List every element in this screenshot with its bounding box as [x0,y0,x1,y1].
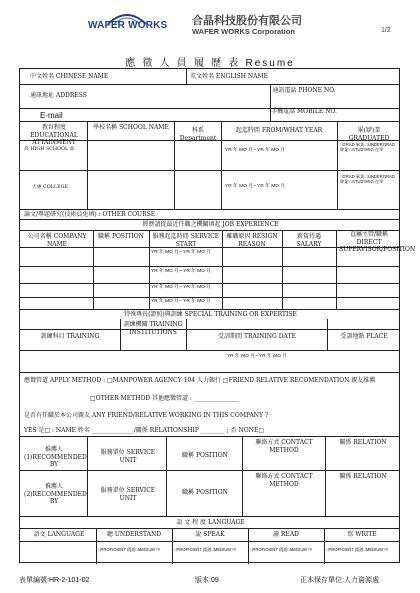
col-line [87,436,88,516]
understand-label: 聽 UNDERSTAND [106,531,162,538]
resume-form [19,68,416,563]
friend-yes-line[interactable]: YES 是□ : NAME 姓名 ______________/關係 RELATIONSHIP ________ ; 否 NONE□ [24,427,265,434]
row-line [20,283,399,284]
experience-period-1: YR 年 MO 月~ YR 年 MO 月 [151,250,212,255]
recommender-2-relation: 關係 RELATION [339,473,387,480]
col-line [324,528,325,564]
experience-period-4: YR 年 MO 月~ YR 年 MO 月 [151,299,212,304]
school-name-label: 學校名稱 SCHOOL NAME [93,124,169,131]
row-line [20,297,399,298]
write-label: 寫 WRITE [347,531,377,538]
training-date-label: 受訓期間 TRAINING DATE [218,333,296,340]
write-proficiency[interactable]: □PROFICIENT 精通□MEDIUM 中 [326,547,389,552]
col-line [172,528,173,564]
training-title: 特殊專長(證照)與訓練 SPECIAL TRAINING OR EXPERTISE [124,311,297,318]
language-label: 語文 LANGUAGE [33,531,85,538]
col-line [336,230,337,309]
row-line [20,372,399,373]
col-line [248,528,249,564]
row-line [20,108,399,109]
form-version: 版本:09 [195,577,219,584]
col-line [327,319,328,350]
row-line [20,266,399,267]
high-school-label: 高 HIGH SCHOOL 高 [24,147,75,152]
col-line [222,230,223,309]
recommender-2-label: 推薦人 (2)RECOMMENDED BY [24,483,87,505]
col-line [120,319,121,350]
college-status: □GRAD 畢業 □UNDERGRAD 肄業 □STUDYING 在學 [340,174,395,185]
training-place-label: 受訓地點 PLACE [340,333,388,340]
experience-period-3: YR 年 MO 月~ YR 年 MO 月 [151,285,212,290]
recommender-2-position: 職稱 POSITION [182,489,228,496]
row-line [20,350,399,351]
row-line [20,528,399,529]
col-line [325,436,326,516]
row-line [20,470,399,471]
understand-proficiency[interactable]: □PROFICIENT 精通□MEDIUM 中 [98,547,161,552]
row-line [20,170,399,171]
col-line [282,230,283,309]
form-number: 表單編號:HR-2-101-02 [19,577,90,584]
service-start-label: 服務起迄時間 SERVICE START [152,233,220,248]
col-line [174,121,175,209]
col-line [186,69,187,84]
phone-label: 通訊電話 PHONE NO. [272,87,336,94]
english-name-label: 英文姓名 ENGLISH NAME [190,73,269,80]
supervisor-label: 直屬主管/職稱 DIRECT SUPERVISOR/POSITION [339,231,416,253]
friend-question: 是否有任職於本公司親友 ANY FRIEND/RELATIVE WORKING IN THIS COMPANY ? [24,412,269,419]
company-logo [88,10,188,40]
col-line [96,528,97,564]
thesis-label: 論文/專題研究(技術員免填) : OTHER COURSE [24,211,156,218]
company-name-label: 公司名稱 COMPANY NAME [27,233,87,248]
mobile-label: 手機電話 MOBILE NO. [271,108,337,115]
form-title [0,54,420,69]
recommender-2-unit: 服務單位 SERVICE UNIT [100,487,156,502]
training-institution-label: 訓練機關 TRAINING INSTITUTIONS [123,321,183,336]
row-line [20,84,399,85]
college-period: YR 年 MO 月~ YR 年 MO 月 [225,184,286,189]
department-label: 科系 Department [179,127,217,142]
speak-label: 說 SPEAK [195,531,225,538]
graduated-label: 畢(肄)業 GRADUATED [348,127,390,142]
row-line [20,541,399,542]
chinese-name-label: 中文姓名 CHINESE NAME [30,73,109,80]
education-attainment-label: 教育程度 EDUCATIONAL ATTAINMENT [30,124,78,146]
col-line [166,436,167,516]
logo-text: WAFER WORKS [88,20,168,31]
address-label: 通訊地址 ADDRESS [30,92,87,99]
experience-title: 經歷請從最近任職之機關填起 JOB EXPERIENCE [142,221,279,228]
recommender-1-unit: 服務單位 SERVICE UNIT [100,449,156,464]
language-title: 語 文 程 度 LANGUAGE [176,519,245,526]
col-line [93,230,94,309]
row-line [20,436,399,437]
page-number: 1/2 [381,27,391,34]
recommender-1-label: 推薦人 (1)RECOMMENDED BY [24,446,87,468]
read-proficiency[interactable]: □PROFICIENT 精通□MEDIUM 中 [250,547,313,552]
experience-period-2: YR 年 MO 月~ YR 年 MO 月 [151,269,212,274]
resign-reason-label: 離職原因 RESIGN REASON [226,233,278,248]
high-school-period: YR 年 MO 月~ YR 年 MO 月 [225,148,286,153]
title-en: Resume [245,58,295,69]
recommender-1-position: 職稱 POSITION [182,452,228,459]
company-name-chinese: 合晶科技股份有限公司 [192,15,302,27]
apply-method[interactable]: 應徵管道 APPLY METHOD : □MANPOWER AGENCY 104 人力銀行 □FRIEND RELATIVE RECOMENDATION 親友推薦 [24,377,376,384]
apply-other-method[interactable]: □OTHER METHOD 其他應徵管道 : _______________ [90,395,239,402]
row-line [20,329,399,330]
speak-proficiency[interactable]: □PROFICIENT 精通□MEDIUM 中 [174,547,237,552]
col-line [242,436,243,516]
row-line [20,516,399,517]
recommender-1-contact: 聯絡方式 CONTACT METHOD [255,439,313,454]
college-label: 大專 COLLEGE [32,185,68,190]
form-owner: 正本保存單位:人力資源處 [300,577,379,584]
read-label: 讀 READ [273,531,299,538]
training-subject-label: 訓練科目 TRAINING [40,333,100,340]
high-school-status: □GRAD 畢業 □UNDERGRAD 肄業 □STUDYING 在學 [340,142,395,153]
col-line [87,121,88,209]
row-line [20,121,399,122]
email-label: E-mail [40,111,63,120]
training-period: YR 年 MO 月~ YR 年 MO 月 [226,354,288,359]
col-line [186,319,187,350]
col-line [221,121,222,209]
salary-label: 薪資待遇 SALARY [296,233,322,248]
row-line [20,309,399,310]
company-name-english: WAFER WORKS Corporation [192,27,295,36]
period-label: 起迄時間 FROM/WHAT YEAR [235,127,323,134]
position-label: 職稱 POSITION [98,233,144,240]
title-zh: 應 徵 人 員 履 歷 表 [125,58,241,69]
col-line [149,230,150,309]
recommender-2-contact: 聯絡方式 CONTACT METHOD [255,473,313,488]
recommender-1-relation: 關係 RELATION [339,439,387,446]
col-line [337,121,338,209]
row-line [20,209,399,210]
row-line [20,219,399,220]
